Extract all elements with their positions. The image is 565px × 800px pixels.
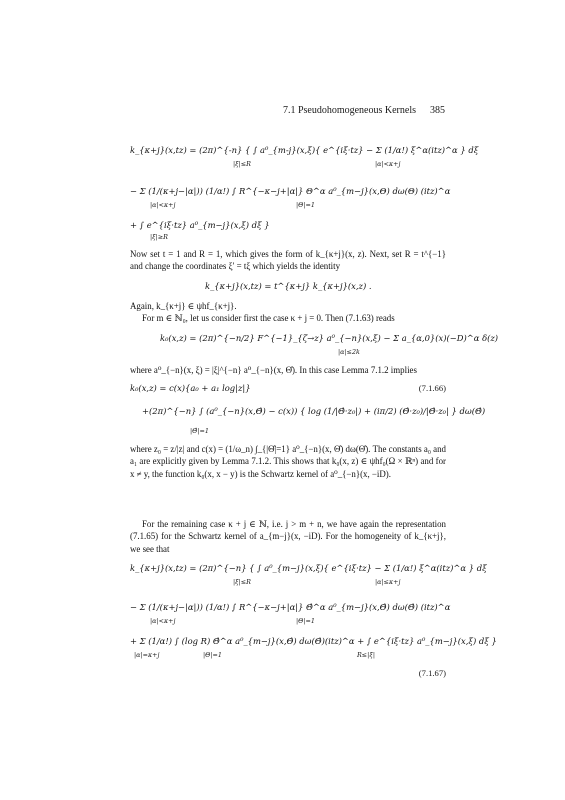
paragraph-4: where a⁰_{−n}(x, ξ) = |ξ|^{−n} a⁰_{−n}(x, Θ̂). In this case Lemma 7.1.2 implies [130,365,417,375]
equation-5-number: (7.1.67) [418,668,446,678]
equation-3: k₀(x,z) = (2π)^{−n/2} F^{−1}_{ζ→z} a⁰_{−n}(x,ξ) − Σ a_{α,0}(x)(−D)^α δ(z) [160,333,499,343]
equation-5-line-3-int-limit-1: |Θ|=1 [203,651,222,659]
page-number: 385 [430,105,445,116]
equation-2: k_{κ+j}(x,tz) = t^{κ+j} k_{κ+j}(x,z) . [205,281,372,291]
paragraph-3: For m ∈ ℕ₀, let us consider first the case κ + j = 0. Then (7.1.63) reads [142,313,395,323]
equation-5-line-2-int-limit: |Θ|=1 [296,617,315,625]
equation-1-line-2-int-limit: |Θ|=1 [296,201,315,209]
equation-1-line-3: + ∫ e^{iξ·tz} a⁰_{m−j}(x,ξ) dξ } [130,220,270,230]
paragraph-1: Now set t = 1 and R = 1, which gives the form of k_{κ+j}(x, z). Next, set R = t^{−1} and change the coordinates ξ′ = tξ which yields the identity [130,249,446,272]
equation-5-line-3: + Σ (1/α!) ∫ (log R) Θ̂^α a⁰_{m−j}(x,Θ̂) dω(Θ̂)(itz)^α + ∫ e^{iξ·tz} a⁰_{m−j}(x,ξ) dξ } [130,636,497,646]
equation-4-line-1: k₀(x,z) = c(x){a₀ + a₁ log|z|} [130,383,251,393]
equation-5-line-2-sum-limit: |α|<κ+j [150,617,176,625]
equation-3-sum-limit: |α|≤2k [338,348,360,356]
equation-1-line-2-sum-limit: |α|<κ+j [150,201,176,209]
equation-5-line-1: k_{κ+j}(x,tz) = (2π)^{−n} { ∫ a⁰_{m−j}(x,ξ){ e^{iξ·tz} − Σ (1/α!) ξ^α(itz)^α } dξ [130,563,487,573]
equation-5-line-1-sum-limit: |α|≤κ+j [375,578,401,586]
equation-5-line-2: − Σ (1/(κ+j−|α|)) (1/α!) ∫ R^{−κ−j+|α|} Θ̂^α a⁰_{m−j}(x,Θ̂) dω(Θ̂) (itz)^α [130,602,451,612]
equation-4-line-2-int-limit: |Θ̂|=1 [190,427,209,435]
equation-4-line-2: +(2π)^{−n} ∫ (a⁰_{−n}(x,Θ̂) − c(x)) { log (1/|Θ̂·z₀|) + (iπ/2) (Θ̂·z₀)/|Θ̂·z₀| } dω(Θ̂) [142,406,486,416]
running-header [120,105,445,116]
equation-5-line-3-sum-limit: |α|=κ+j [134,651,160,659]
equation-1-line-1-sum-limit: |α|<κ+j [375,160,401,168]
equation-5-line-3-int-limit-2: R≤|ξ| [357,651,375,659]
equation-1-line-1: k_{κ+j}(x,tz) = (2π)^{-n} { ∫ a⁰_{m-j}(x,ξ){ e^{iξ·tz} − Σ (1/α!) ξ^α(itz)^α } dξ [130,145,479,155]
equation-1-line-1-int-limit: |ξ|≤R [233,160,251,168]
equation-1-line-3-int-limit: |ξ|≥R [150,233,168,241]
equation-1-line-2: − Σ (1/(κ+j−|α|)) (1/α!) ∫ R^{−κ−j+|α|} Θ^α a⁰_{m−j}(x,Θ) dω(Θ) (itz)^α [130,186,451,196]
paragraph-5: where z₀ = z/|z| and c(x) = (1/ω_n) ∫_{|Θ̂|=1} a⁰_{−n}(x, Θ̂) dω(Θ̂). The constants a₀ and a₁ are explicitly given by Lemma 7.1.2. This shows that k₀(x, z) ∈ ψhf₀(Ω × ℝⁿ) and for x ≠ y, the function k₀(x, x − y) is the Schwartz kernel of a⁰_{−n}(x, −iD). [130,444,446,479]
equation-4-number: (7.1.66) [418,383,446,393]
equation-5-line-1-int-limit: |ξ|≤R [233,578,251,586]
paragraph-2: Again, k_{κ+j} ∈ ψhf_{κ+j}. [130,301,237,311]
paragraph-6: For the remaining case κ + j ∈ ℕ, i.e. j > m + n, we have again the representation (7.1.65) for the Schwartz kernel of a_{m−j}(x, −iD). For the homogeneity of k_{κ+j}, we see that [130,519,446,554]
section-title: 7.1 Pseudohomogeneous Kernels [282,105,416,116]
